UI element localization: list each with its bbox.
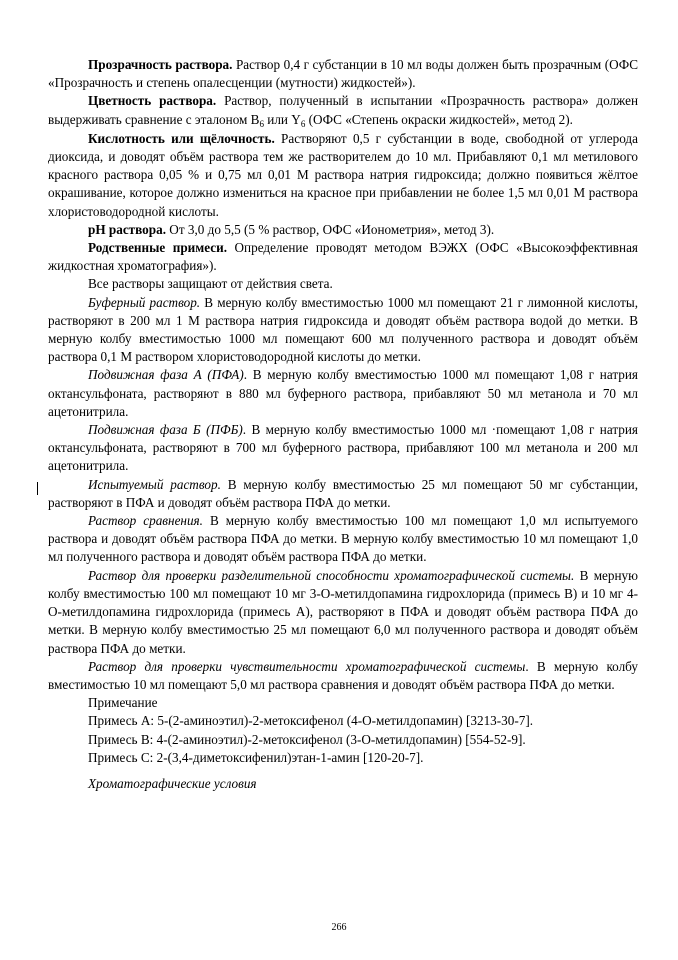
paragraph-mobile-phase-b: Подвижная фаза Б (ПФБ). В мерную колбу вместимостью 1000 мл ·помещают 1,08 г натрия октансульфоната, растворяют в 700 мл буферного раствора, прибавляют 100 мл метанола и 200 мл ацетонитрила. xyxy=(48,422,638,474)
paragraph-resolution-solution: Раствор для проверки разделительной способности хроматографической системы. В мерную колбу вместимостью 100 мл помещают 10 мг 3-О-метилдопамина гидрохлорида (примесь В) и 10 мг 4-О-метилдопамина гидрохлорида (примесь А), растворяют в ПФА и доводят объём раствора ПФА до метки. В мерную колбу вместимостью 25 мл помещают 6,0 мл полученного раствора и доводят объём раствора ПФА до метки. xyxy=(48,567,639,656)
heading-related-impurities: Родственные примеси. xyxy=(88,240,228,256)
heading-color: Цветность раствора. xyxy=(88,93,217,109)
paragraph-ph: pH раствора. От 3,0 до 5,5 (5 % раствор, ОФС «Ионометрия», метод 3). xyxy=(88,221,495,237)
heading-chromatographic-conditions: Хроматографические условия xyxy=(88,775,257,791)
paragraph-buffer-solution: Буферный раствор. В мерную колбу вместимостью 1000 мл помещают 21 г лимонной кислоты, растворяют в 200 мл 1 М раствора натрия гидроксида и доводят объём раствора водой до метки. В мерную колбу вместимостью 1000 мл помещают 600 мл полученного раствора и доводят объём раствора 0,1 М раствором хлористоводородной кислоты до метки. xyxy=(48,294,638,365)
paragraph-color: Цветность раствора. Раствор, полученный в испытании «Прозрачность раствора» должен выдерживать сравнение с эталоном $B_6$ или $Y_6$ (ОФС «Степень окраски жидкостей», метод 2). xyxy=(48,93,638,129)
margin-revision-mark xyxy=(37,482,38,495)
paragraph-clarity: Прозрачность раствора. Раствор 0,4 г субстанции в 10 мл воды должен быть прозрачным (ОФС «Прозрачность и степень опалесценции (мутности) жидкостей»). xyxy=(48,57,638,91)
note-title: Примечание xyxy=(88,695,158,711)
note-impurity-a: Примесь А: 5-(2-аминоэтил)-2-метоксифенол (4-О-метилдопамин) [3213-30-7]. xyxy=(88,713,534,729)
heading-buffer-solution: Буферный раствор. xyxy=(88,294,201,310)
heading-test-solution: Испытуемый раствор. xyxy=(88,476,221,492)
heading-clarity: Прозрачность раствора. xyxy=(88,57,233,72)
heading-acidity: Кислотность или щёлочность. xyxy=(88,130,275,146)
paragraph-test-solution: Испытуемый раствор. В мерную колбу вместимостью 25 мл помещают 50 мг субстанции, растворяют в ПФА и доводят объём раствора ПФА до метки. xyxy=(48,476,639,510)
heading-reference-solution: Раствор сравнения. xyxy=(88,513,203,529)
page-number: 266 xyxy=(331,922,347,933)
paragraph-light-protection: Все растворы защищают от действия света. xyxy=(88,276,333,292)
note-impurity-b: Примесь В: 4-(2-аминоэтил)-2-метоксифенол (3-О-метилдопамин) [554-52-9]. xyxy=(88,731,526,747)
paragraph-mobile-phase-a: Подвижная фаза А (ПФА). В мерную колбу вместимостью 1000 мл помещают 1,08 г натрия октансульфоната, растворяют в 880 мл буферного раствора, прибавляют 50 мл метанола и 70 мл ацетонитрила. xyxy=(48,367,638,419)
document-body xyxy=(48,56,638,793)
note-impurity-c: Примесь С: 2-(3,4-диметоксифенил)этан-1-амин [120-20-7]. xyxy=(88,749,424,765)
paragraph-reference-solution: Раствор сравнения. В мерную колбу вместимостью 100 мл помещают 1,0 мл испытуемого раствора и доводят объём раствора ПФА до метки. В мерную колбу вместимостью 10 мл помещают 1,0 мл полученного раствора и доводят объём раствора ПФА до метки. xyxy=(48,513,638,565)
heading-ph: pH раствора. xyxy=(88,221,166,237)
heading-sensitivity-solution: Раствор для проверки чувствительности хроматографической системы xyxy=(88,658,526,674)
heading-mobile-phase-b: Подвижная фаза Б (ПФБ) xyxy=(88,422,243,438)
paragraph-acidity: Кислотность или щёлочность. Растворяют 0,5 г субстанции в воде, свободной от углерода диоксида, и доводят объём раствора тем же растворителем до 10 мл. Прибавляют 0,1 мл метилового красного раствора 0,05 % и 0,75 мл 0,01 М раствора натрия гидроксида; должно появиться жёлтое окрашивание, которое должно измениться на красное при прибавлении не более 1,5 мл 0,01 М раствора хлористоводородной кислоты. xyxy=(48,130,638,219)
paragraph-sensitivity-solution: Раствор для проверки чувствительности хроматографической системы. В мерную колбу вместимостью 10 мл помещают 5,0 мл раствора сравнения и доводят объём раствора ПФА до метки. xyxy=(48,658,638,692)
heading-mobile-phase-a: Подвижная фаза А (ПФА) xyxy=(88,367,244,383)
paragraph-related-impurities: Родственные примеси. Определение проводят методом ВЭЖХ (ОФС «Высокоэффективная жидкостная хроматография»). xyxy=(48,240,638,274)
heading-resolution-solution: Раствор для проверки разделительной способности хроматографической системы. xyxy=(88,567,575,583)
